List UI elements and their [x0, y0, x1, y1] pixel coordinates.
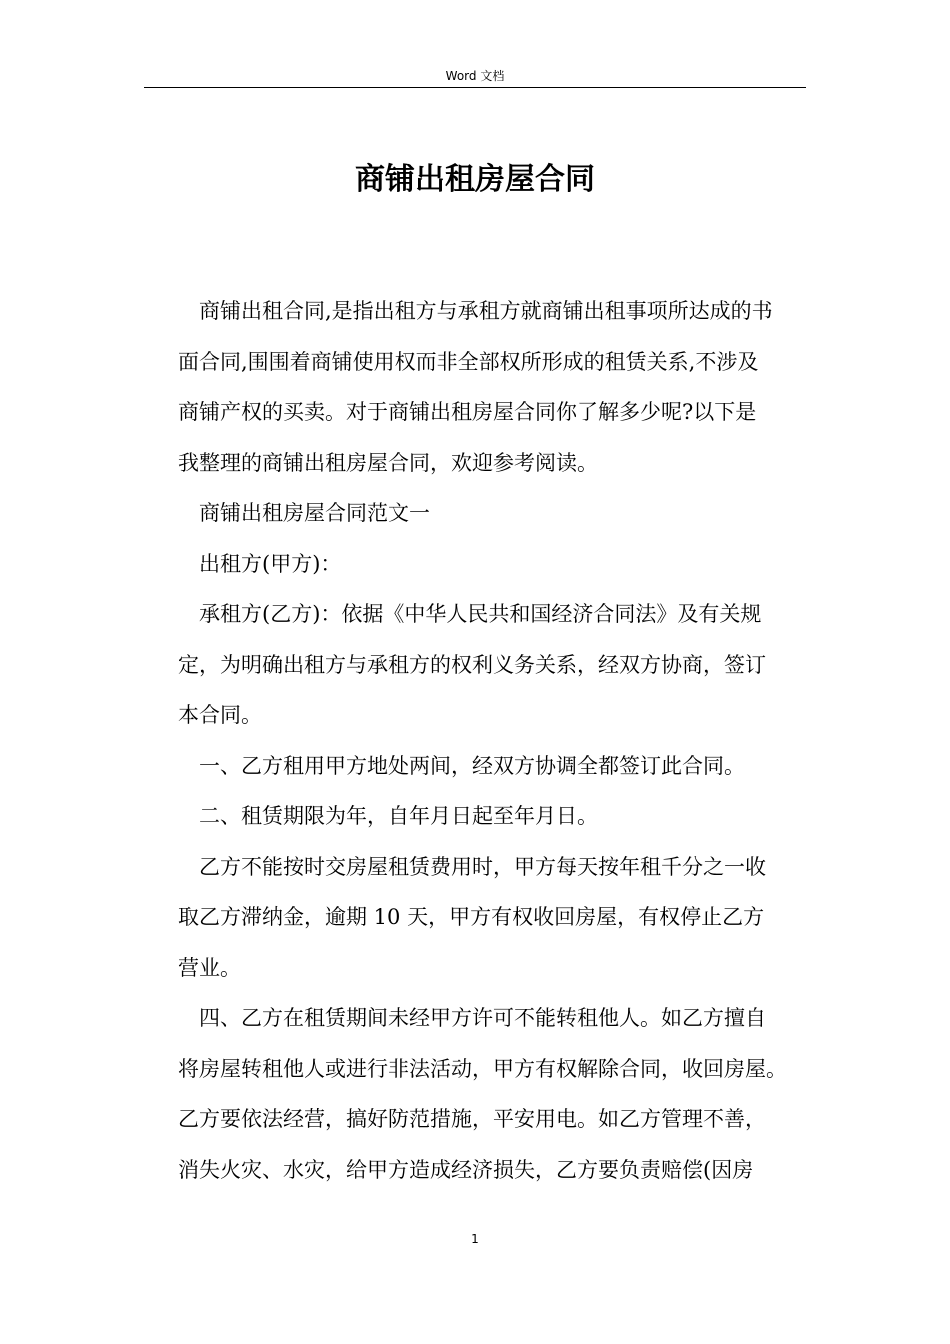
- body-line: 承租方(乙方)：依据《中华人民共和国经济合同法》及有关规: [199, 602, 762, 626]
- body-line: 乙方不能按时交房屋租赁费用时，甲方每天按年租千分之一收: [199, 854, 766, 879]
- body-line: 我整理的商铺出租房屋合同，欢迎参考阅读。: [178, 450, 598, 475]
- body-line: 营业。: [178, 955, 241, 980]
- body-line: 出租方(甲方)：: [199, 551, 342, 576]
- document-title: 商铺出租房屋合同: [355, 162, 595, 197]
- body-line: 面合同,围围着商铺使用权而非全部权所形成的租赁关系,不涉及: [178, 349, 759, 374]
- body-line: 定，为明确出租方与承租方的权利义务关系，经双方协商，签订: [178, 652, 766, 677]
- body-line: 本合同。: [178, 703, 262, 727]
- document-body: [178, 286, 818, 1195]
- body-line: 一、乙方租用甲方地处两间，经双方协调全都签订此合同。: [199, 753, 745, 778]
- body-line: 四、乙方在租赁期间未经甲方许可不能转租他人。如乙方擅自: [199, 1006, 766, 1030]
- body-line: 乙方要依法经营，搞好防范措施，平安用电。如乙方管理不善，: [178, 1107, 766, 1131]
- body-line: 商铺出租房屋合同范文一: [199, 501, 430, 525]
- page-header: Word 文档: [445, 69, 505, 83]
- body-line: 二、租赁期限为年，自年月日起至年月日。: [199, 804, 598, 828]
- body-line: 商铺出租合同,是指出租方与承租方就商铺出租事项所达成的书: [199, 299, 773, 323]
- header-divider: [144, 87, 806, 88]
- body-line: 消失火灾、水灾，给甲方造成经济损失，乙方要负责赔偿(因房: [178, 1157, 754, 1182]
- body-line: 取乙方滞纳金，逾期 10 天，甲方有权收回房屋，有权停止乙方: [178, 905, 765, 929]
- page-number: 1: [471, 1232, 479, 1246]
- body-line: 商铺产权的买卖。对于商铺出租房屋合同你了解多少呢?以下是: [178, 400, 757, 424]
- body-line: 将房屋转租他人或进行非法活动，甲方有权解除合同，收回房屋。: [178, 1056, 787, 1081]
